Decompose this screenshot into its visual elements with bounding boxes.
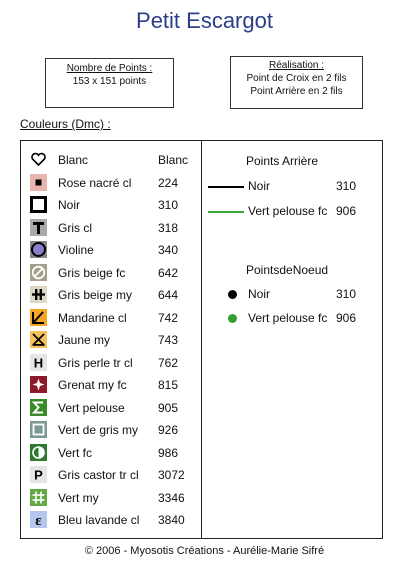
color-name: Noir	[58, 198, 81, 212]
dmc-code: 905	[158, 400, 179, 415]
dmc-code: 318	[158, 220, 179, 235]
dmc-code: 642	[158, 265, 179, 280]
color-name: Vert fc	[58, 445, 93, 460]
color-name: Gris castor tr cl	[58, 468, 139, 482]
dmc-code: 762	[158, 355, 179, 370]
color-name: Gris perle tr cl	[58, 355, 133, 370]
color-row	[30, 285, 200, 305]
table-divider	[201, 141, 202, 538]
dmc-code: 310	[158, 198, 179, 212]
backstitch-code: 310	[336, 179, 357, 193]
epsilon-icon	[30, 511, 47, 528]
color-row	[30, 330, 200, 350]
french-knot-name: Noir	[248, 287, 271, 301]
french-knot-row	[208, 286, 368, 302]
color-row	[30, 465, 200, 485]
color-row	[30, 398, 200, 418]
svg-text:P: P	[34, 467, 43, 483]
color-row	[30, 173, 200, 193]
french-knot-heading: PointsdeNoeud	[246, 263, 329, 277]
backstitch-name: Vert pelouse fc	[248, 204, 328, 218]
color-row	[30, 375, 200, 395]
double-bar-icon	[30, 286, 47, 303]
dmc-code: 986	[158, 445, 179, 460]
color-name: Grenat my fc	[58, 378, 127, 392]
color-row	[30, 240, 200, 260]
color-name: Mandarine cl	[58, 310, 127, 325]
backstitch-line-swatch	[208, 186, 244, 188]
backstitch-row	[208, 203, 368, 219]
color-name: Gris beige fc	[58, 265, 126, 280]
svg-text:H: H	[33, 355, 44, 370]
colors-heading: Couleurs (Dmc) :	[20, 117, 111, 131]
color-name: Gris cl	[58, 220, 92, 235]
dmc-code: 743	[158, 333, 179, 347]
p-letter-icon	[30, 466, 47, 483]
sigma-icon	[30, 399, 47, 416]
points-count-label: Nombre de Points :	[66, 63, 153, 74]
heart-outline-icon	[30, 151, 47, 168]
color-name: Jaune my	[58, 333, 111, 347]
slashed-circle-icon	[30, 264, 47, 281]
dmc-code: 644	[158, 288, 179, 302]
x-box-icon	[30, 331, 47, 348]
color-name: Blanc	[58, 153, 89, 167]
color-row	[30, 308, 200, 328]
color-name: Rose nacré cl	[58, 175, 132, 190]
dmc-code: 815	[158, 378, 179, 392]
color-row	[30, 150, 200, 170]
color-name: Vert my	[58, 490, 99, 505]
color-name: Violine	[58, 243, 94, 257]
color-name: Gris beige my	[58, 288, 133, 302]
dmc-code: 224	[158, 175, 179, 190]
star-icon	[30, 376, 47, 393]
dmc-code: 3840	[158, 513, 185, 527]
color-row	[30, 510, 200, 530]
knot-dot-icon	[228, 314, 237, 323]
backstitch-row	[208, 178, 368, 194]
backstitch-code: 906	[336, 204, 357, 218]
hollow-square-icon	[30, 196, 47, 213]
page-title: Petit Escargot	[136, 8, 273, 33]
points-count-box	[45, 58, 174, 108]
french-knot-code: 310	[336, 287, 357, 301]
dmc-code: 340	[158, 243, 179, 257]
french-knot-name: Vert pelouse fc	[248, 311, 328, 325]
half-circle-icon	[30, 444, 47, 461]
backstitch-line-swatch	[208, 211, 244, 213]
realisation-line-1: Point de Croix en 2 fils	[246, 73, 347, 84]
color-name: Bleu lavande cl	[58, 513, 140, 527]
dmc-code: 742	[158, 310, 179, 325]
color-row	[30, 420, 200, 440]
dmc-code: 3072	[158, 468, 185, 482]
french-knot-code: 906	[336, 311, 357, 325]
backstitch-name: Noir	[248, 179, 271, 193]
t-shape-icon	[30, 219, 47, 236]
dmc-code: 3346	[158, 490, 185, 505]
french-knot-row	[208, 310, 368, 326]
nested-square-icon	[30, 421, 47, 438]
color-row	[30, 263, 200, 283]
h-letter-icon	[30, 354, 47, 371]
color-row	[30, 488, 200, 508]
color-name: Vert pelouse	[58, 400, 125, 415]
realisation-box	[230, 56, 363, 109]
dmc-code: 926	[158, 423, 179, 437]
color-row	[30, 443, 200, 463]
circle-icon	[30, 241, 47, 258]
realisation-line-2: Point Arrière en 2 fils	[250, 86, 343, 97]
backstitch-heading: Points Arrière	[246, 154, 319, 168]
color-row	[30, 353, 200, 373]
diagonal-corner-icon	[30, 309, 47, 326]
color-row	[30, 218, 200, 238]
color-row	[30, 195, 200, 215]
color-name: Vert de gris my	[58, 423, 139, 437]
hash-icon	[30, 489, 47, 506]
copyright-footer: © 2006 - Myosotis Créations - Aurélie-Marie Sifré	[84, 545, 325, 557]
realisation-label: Réalisation :	[268, 60, 325, 71]
svg-text:ε: ε	[35, 513, 42, 528]
small-square-icon	[30, 174, 47, 191]
dmc-code: Blanc	[158, 153, 189, 167]
knot-dot-icon	[228, 290, 237, 299]
points-count-value: 153 x 151 points	[72, 76, 147, 87]
color-key-table	[20, 140, 383, 539]
